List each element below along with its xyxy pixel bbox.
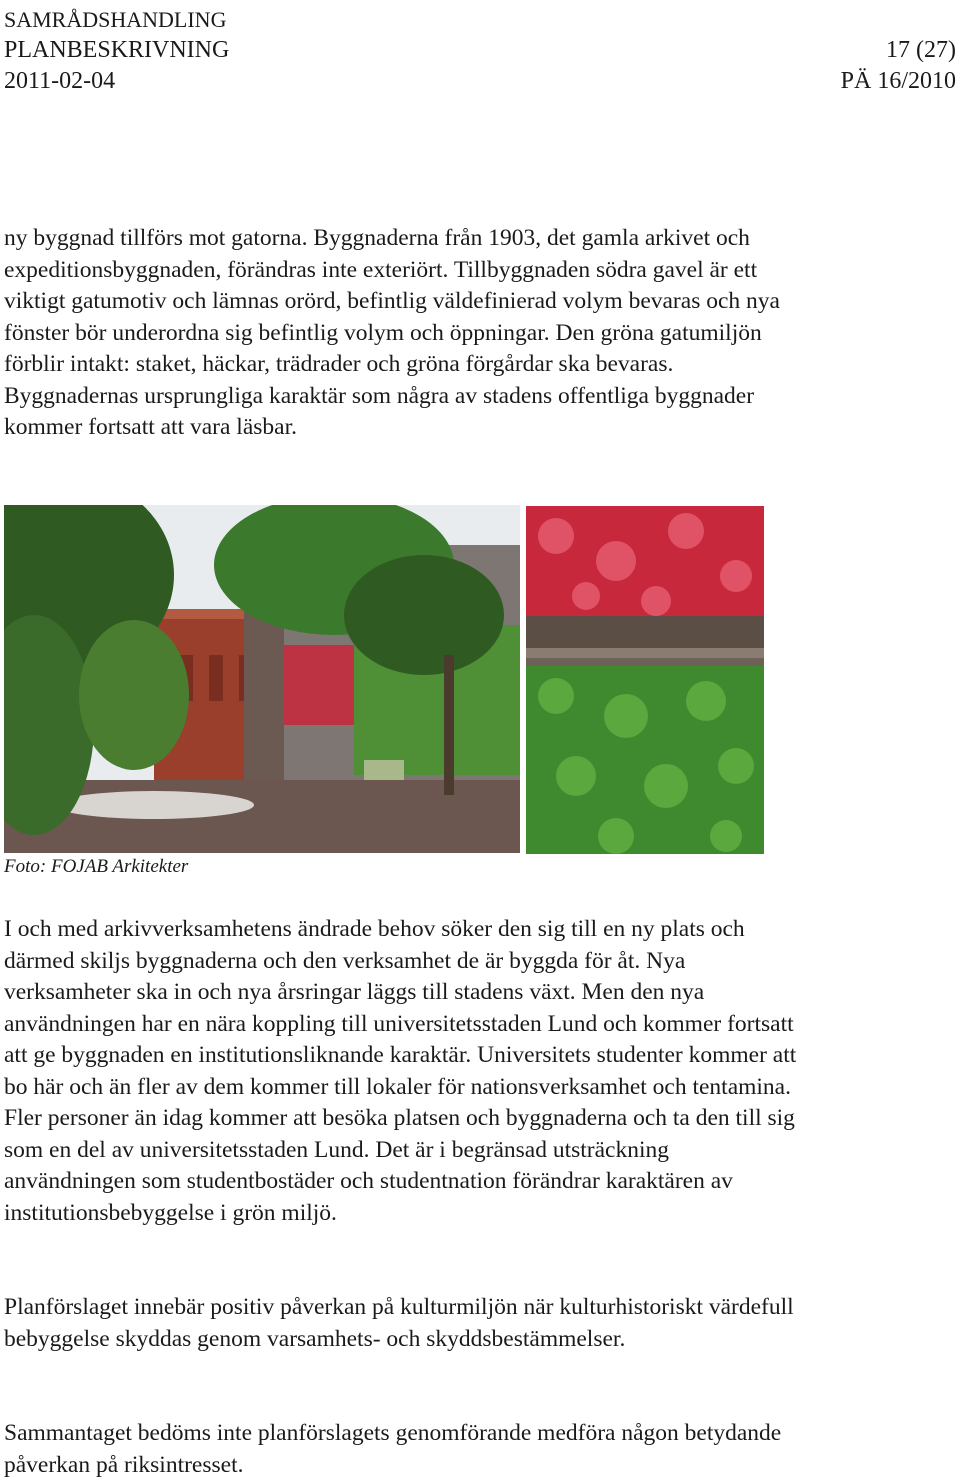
photo-ivy-wall <box>526 506 764 854</box>
page-header <box>4 4 956 97</box>
photo-courtyard <box>4 505 520 853</box>
document-type: SAMRÅDSHANDLING <box>4 7 227 32</box>
paragraph-cultural-impact: Planförslaget innebär positiv påverkan på kulturmiljön när kulturhistoriskt värdefull bebyggelse skyddas genom varsamhets- och skyddsbestämmelser. <box>4 1294 794 1352</box>
paragraph-intro: ny byggnad tillförs mot gatorna. Byggnaderna från 1903, det gamla arkivet och expeditionsbyggnaden, förändras inte exteriört. Tillbyggnaden södra gavel är ett viktigt gatumotiv och lämnas orörd, befintlig väldefinierad volym bevaras och nya fönster bör underordna sig befintlig volym och öppningar. Den gröna gatumiljön förblir intakt: staket, häckar, trädrader och gröna förgårdar ska bevaras. Byggnadernas ursprungliga karaktär som några av stadens offentliga byggnader kommer fortsatt att vara läsbar. <box>4 225 780 440</box>
document-reference: PÄ 16/2010 <box>840 68 956 94</box>
paragraph-conclusion: Sammantaget bedöms inte planförslagets genomförande medföra någon betydande påverkan på riksintresset. <box>4 1420 782 1478</box>
document-name: PLANBESKRIVNING <box>4 37 230 63</box>
paragraph-new-use: I och med arkivverksamhetens ändrade behov söker den sig till en ny plats och därmed skiljs byggnaderna och den verksamhet de är byggda för åt. Nya verksamheter ska in och nya årsringar läggs till stadens växt. Men den nya användningen har en nära koppling till universitetsstaden Lund och kommer fortsatt att ge byggnaden en institutionsliknande karaktär. Universitets studenter kommer att bo här och än fler av dem kommer till lokaler för nationsverksamhet och tentamina. Fler personer än idag kommer att besöka platsen och byggnaderna och ta den till sig som en del av universitetsstaden Lund. Det är i begränsad utsträckning användningen som studentbostäder och studentnation förändrar karaktären av institutionsbebyggelse i grön miljö. <box>4 916 797 1226</box>
document-date: 2011-02-04 <box>4 68 116 94</box>
photo-caption: Foto: FOJAB Arkitekter <box>4 856 189 877</box>
page-number: 17 (27) <box>886 37 956 63</box>
